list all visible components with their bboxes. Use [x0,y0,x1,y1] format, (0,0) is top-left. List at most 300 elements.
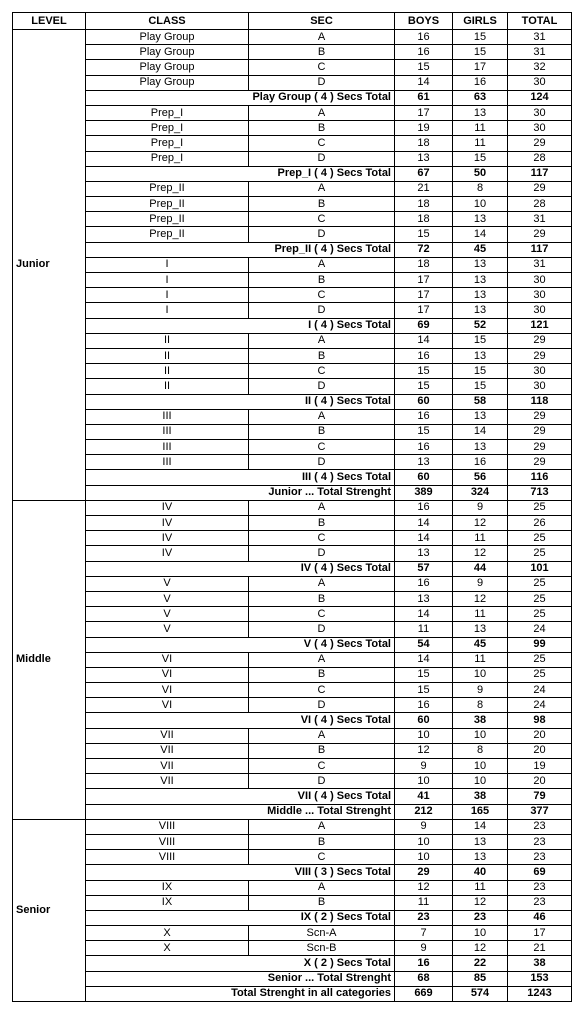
girls-cell: 9 [453,500,508,515]
boys-cell: 60 [395,470,453,485]
class-cell: Play Group [86,45,249,60]
table-row [13,500,572,515]
subtotal-row [13,910,572,925]
girls-cell: 11 [453,121,508,136]
subtotal-label: II ( 4 ) Secs Total [86,394,395,409]
boys-cell: 16 [395,500,453,515]
class-cell: Prep_II [86,212,249,227]
class-cell: II [86,348,249,363]
subtotal-row [13,166,572,181]
girls-cell: 15 [453,45,508,60]
total-cell: 31 [508,30,572,45]
subtotal-row [13,394,572,409]
girls-cell: 44 [453,561,508,576]
boys-cell: 18 [395,212,453,227]
total-cell: 29 [508,348,572,363]
level-label: Middle [13,500,86,819]
subtotal-row [13,242,572,257]
sec-cell: B [249,424,395,439]
enrollment-table [12,12,572,1002]
sec-cell: A [249,105,395,120]
girls-cell: 9 [453,683,508,698]
sec-cell: B [249,516,395,531]
class-cell: III [86,455,249,470]
boys-cell: 16 [395,956,453,971]
total-cell: 116 [508,470,572,485]
girls-cell: 9 [453,576,508,591]
total-cell: 19 [508,759,572,774]
total-cell: 69 [508,865,572,880]
header-total: TOTAL [508,13,572,30]
sec-cell: A [249,181,395,196]
girls-cell: 574 [453,986,508,1001]
table-row [13,75,572,90]
class-cell: III [86,440,249,455]
girls-cell: 56 [453,470,508,485]
total-cell: 20 [508,743,572,758]
girls-cell: 324 [453,485,508,500]
table-row [13,257,572,272]
total-cell: 25 [508,500,572,515]
table-body [13,30,572,1002]
class-cell: III [86,424,249,439]
boys-cell: 14 [395,607,453,622]
boys-cell: 12 [395,880,453,895]
subtotal-label: X ( 2 ) Secs Total [86,956,395,971]
class-cell: V [86,622,249,637]
boys-cell: 10 [395,834,453,849]
table-row [13,728,572,743]
girls-cell: 52 [453,318,508,333]
total-cell: 30 [508,75,572,90]
subtotal-label: IX ( 2 ) Secs Total [86,910,395,925]
boys-cell: 17 [395,273,453,288]
girls-cell: 22 [453,956,508,971]
table-row [13,819,572,834]
total-cell: 29 [508,440,572,455]
sec-cell: C [249,683,395,698]
boys-cell: 16 [395,348,453,363]
girls-cell: 17 [453,60,508,75]
class-cell: VI [86,698,249,713]
girls-cell: 13 [453,288,508,303]
class-cell: VI [86,652,249,667]
table-row [13,652,572,667]
total-cell: 25 [508,607,572,622]
boys-cell: 15 [395,60,453,75]
header-boys: BOYS [395,13,453,30]
total-cell: 24 [508,622,572,637]
girls-cell: 13 [453,257,508,272]
total-cell: 118 [508,394,572,409]
boys-cell: 23 [395,910,453,925]
boys-cell: 15 [395,364,453,379]
boys-cell: 15 [395,683,453,698]
table-row [13,121,572,136]
sec-cell: D [249,75,395,90]
subtotal-row [13,318,572,333]
total-cell: 24 [508,683,572,698]
table-row [13,409,572,424]
sec-cell: B [249,45,395,60]
table-row [13,759,572,774]
total-cell: 713 [508,485,572,500]
subtotal-row [13,485,572,500]
sec-cell: C [249,440,395,455]
table-row [13,667,572,682]
total-cell: 29 [508,181,572,196]
sec-cell: D [249,698,395,713]
boys-cell: 16 [395,576,453,591]
subtotal-row [13,971,572,986]
sec-cell: B [249,895,395,910]
sec-cell: B [249,743,395,758]
table-row [13,607,572,622]
boys-cell: 10 [395,774,453,789]
sec-cell: D [249,151,395,166]
table-row [13,105,572,120]
boys-cell: 60 [395,713,453,728]
table-row [13,348,572,363]
total-cell: 20 [508,774,572,789]
girls-cell: 12 [453,516,508,531]
girls-cell: 13 [453,440,508,455]
total-cell: 32 [508,60,572,75]
total-cell: 23 [508,895,572,910]
total-cell: 101 [508,561,572,576]
sec-cell: C [249,364,395,379]
sec-cell: D [249,546,395,561]
table-row [13,197,572,212]
subtotal-label: VII ( 4 ) Secs Total [86,789,395,804]
girls-cell: 15 [453,364,508,379]
total-cell: 26 [508,516,572,531]
class-cell: IX [86,895,249,910]
boys-cell: 16 [395,440,453,455]
girls-cell: 8 [453,743,508,758]
girls-cell: 38 [453,789,508,804]
total-cell: 31 [508,212,572,227]
class-cell: II [86,333,249,348]
class-cell: VIII [86,834,249,849]
total-cell: 17 [508,926,572,941]
subtotal-row [13,804,572,819]
boys-cell: 16 [395,409,453,424]
class-cell: IX [86,880,249,895]
girls-cell: 15 [453,30,508,45]
total-cell: 117 [508,242,572,257]
total-cell: 23 [508,819,572,834]
table-row [13,774,572,789]
table-row [13,516,572,531]
table-row [13,531,572,546]
class-cell: I [86,288,249,303]
table-row [13,273,572,288]
subtotal-label: I ( 4 ) Secs Total [86,318,395,333]
girls-cell: 10 [453,759,508,774]
boys-cell: 7 [395,926,453,941]
boys-cell: 16 [395,45,453,60]
sec-cell: Scn-B [249,941,395,956]
header-row [13,13,572,30]
boys-cell: 14 [395,531,453,546]
table-row [13,698,572,713]
sec-cell: C [249,531,395,546]
table-row [13,45,572,60]
total-cell: 29 [508,136,572,151]
sec-cell: A [249,409,395,424]
boys-cell: 18 [395,197,453,212]
boys-cell: 13 [395,591,453,606]
boys-cell: 9 [395,941,453,956]
girls-cell: 11 [453,652,508,667]
sec-cell: D [249,622,395,637]
boys-cell: 15 [395,227,453,242]
total-cell: 25 [508,667,572,682]
total-cell: 30 [508,379,572,394]
sec-cell: A [249,500,395,515]
sec-cell: B [249,197,395,212]
class-cell: Prep_I [86,151,249,166]
sec-cell: B [249,834,395,849]
boys-cell: 60 [395,394,453,409]
sec-cell: D [249,774,395,789]
sec-cell: A [249,30,395,45]
boys-cell: 669 [395,986,453,1001]
sec-cell: C [249,607,395,622]
girls-cell: 12 [453,591,508,606]
boys-cell: 21 [395,181,453,196]
total-cell: 117 [508,166,572,181]
sec-cell: A [249,728,395,743]
table-row [13,424,572,439]
total-cell: 23 [508,850,572,865]
sec-cell: B [249,667,395,682]
total-cell: 21 [508,941,572,956]
girls-cell: 13 [453,622,508,637]
subtotal-label: Prep_II ( 4 ) Secs Total [86,242,395,257]
table-row [13,850,572,865]
girls-cell: 50 [453,166,508,181]
header-girls: GIRLS [453,13,508,30]
girls-cell: 11 [453,531,508,546]
girls-cell: 10 [453,926,508,941]
total-cell: 23 [508,880,572,895]
girls-cell: 13 [453,850,508,865]
table-row [13,622,572,637]
table-row [13,379,572,394]
boys-cell: 12 [395,743,453,758]
total-cell: 31 [508,257,572,272]
girls-cell: 13 [453,273,508,288]
subtotal-row [13,90,572,105]
subtotal-row [13,986,572,1001]
sec-cell: B [249,273,395,288]
boys-cell: 15 [395,667,453,682]
class-cell: V [86,591,249,606]
total-cell: 30 [508,364,572,379]
girls-cell: 12 [453,895,508,910]
table-row [13,941,572,956]
table-row [13,455,572,470]
girls-cell: 14 [453,424,508,439]
sec-cell: C [249,136,395,151]
boys-cell: 14 [395,333,453,348]
subtotal-label: Middle ... Total Strenght [86,804,395,819]
total-cell: 29 [508,424,572,439]
class-cell: Prep_I [86,136,249,151]
girls-cell: 13 [453,105,508,120]
class-cell: Play Group [86,30,249,45]
class-cell: IV [86,516,249,531]
level-label: Senior [13,819,86,1001]
boys-cell: 11 [395,622,453,637]
girls-cell: 11 [453,136,508,151]
sec-cell: A [249,257,395,272]
total-cell: 29 [508,333,572,348]
subtotal-row [13,470,572,485]
girls-cell: 13 [453,348,508,363]
total-cell: 30 [508,121,572,136]
table-row [13,926,572,941]
sec-cell: D [249,379,395,394]
total-cell: 20 [508,728,572,743]
girls-cell: 15 [453,151,508,166]
table-row [13,60,572,75]
class-cell: VII [86,743,249,758]
class-cell: VII [86,728,249,743]
total-cell: 30 [508,303,572,318]
boys-cell: 14 [395,75,453,90]
boys-cell: 16 [395,698,453,713]
girls-cell: 15 [453,379,508,394]
class-cell: II [86,379,249,394]
sec-cell: D [249,303,395,318]
class-cell: I [86,303,249,318]
subtotal-label: III ( 4 ) Secs Total [86,470,395,485]
total-cell: 98 [508,713,572,728]
table-row [13,181,572,196]
sec-cell: A [249,652,395,667]
class-cell: VI [86,667,249,682]
sec-cell: A [249,576,395,591]
class-cell: IV [86,531,249,546]
class-cell: Prep_I [86,121,249,136]
boys-cell: 17 [395,288,453,303]
girls-cell: 10 [453,728,508,743]
boys-cell: 69 [395,318,453,333]
table-row [13,546,572,561]
class-cell: Prep_I [86,105,249,120]
sec-cell: C [249,850,395,865]
table-row [13,227,572,242]
class-cell: Prep_II [86,181,249,196]
girls-cell: 12 [453,941,508,956]
table-row [13,364,572,379]
subtotal-label: Play Group ( 4 ) Secs Total [86,90,395,105]
table-row [13,30,572,45]
girls-cell: 14 [453,819,508,834]
table-row [13,136,572,151]
header-class: CLASS [86,13,249,30]
girls-cell: 13 [453,303,508,318]
class-cell: Prep_II [86,197,249,212]
total-cell: 124 [508,90,572,105]
class-cell: Play Group [86,60,249,75]
total-cell: 377 [508,804,572,819]
table-row [13,834,572,849]
girls-cell: 10 [453,667,508,682]
subtotal-label: VIII ( 3 ) Secs Total [86,865,395,880]
total-cell: 25 [508,652,572,667]
boys-cell: 212 [395,804,453,819]
girls-cell: 16 [453,75,508,90]
girls-cell: 58 [453,394,508,409]
subtotal-row [13,713,572,728]
total-cell: 24 [508,698,572,713]
sec-cell: C [249,759,395,774]
table-row [13,743,572,758]
total-cell: 28 [508,197,572,212]
boys-cell: 67 [395,166,453,181]
header-level: LEVEL [13,13,86,30]
girls-cell: 85 [453,971,508,986]
sec-cell: A [249,333,395,348]
class-cell: X [86,926,249,941]
total-cell: 23 [508,834,572,849]
girls-cell: 45 [453,637,508,652]
boys-cell: 11 [395,895,453,910]
class-cell: VIII [86,850,249,865]
total-cell: 30 [508,288,572,303]
girls-cell: 13 [453,834,508,849]
girls-cell: 165 [453,804,508,819]
boys-cell: 72 [395,242,453,257]
boys-cell: 15 [395,379,453,394]
total-cell: 28 [508,151,572,166]
girls-cell: 40 [453,865,508,880]
total-cell: 99 [508,637,572,652]
class-cell: VII [86,759,249,774]
total-cell: 30 [508,273,572,288]
subtotal-label: Total Strenght in all categories [86,986,395,1001]
subtotal-label: Prep_I ( 4 ) Secs Total [86,166,395,181]
girls-cell: 10 [453,774,508,789]
class-cell: I [86,257,249,272]
table-row [13,333,572,348]
girls-cell: 14 [453,227,508,242]
subtotal-row [13,956,572,971]
subtotal-row [13,865,572,880]
boys-cell: 17 [395,105,453,120]
boys-cell: 16 [395,30,453,45]
girls-cell: 12 [453,546,508,561]
table-row [13,151,572,166]
girls-cell: 38 [453,713,508,728]
total-cell: 38 [508,956,572,971]
girls-cell: 8 [453,698,508,713]
total-cell: 25 [508,591,572,606]
table-row [13,303,572,318]
boys-cell: 9 [395,819,453,834]
boys-cell: 41 [395,789,453,804]
total-cell: 30 [508,105,572,120]
table-row [13,895,572,910]
girls-cell: 63 [453,90,508,105]
girls-cell: 11 [453,607,508,622]
girls-cell: 11 [453,880,508,895]
class-cell: I [86,273,249,288]
